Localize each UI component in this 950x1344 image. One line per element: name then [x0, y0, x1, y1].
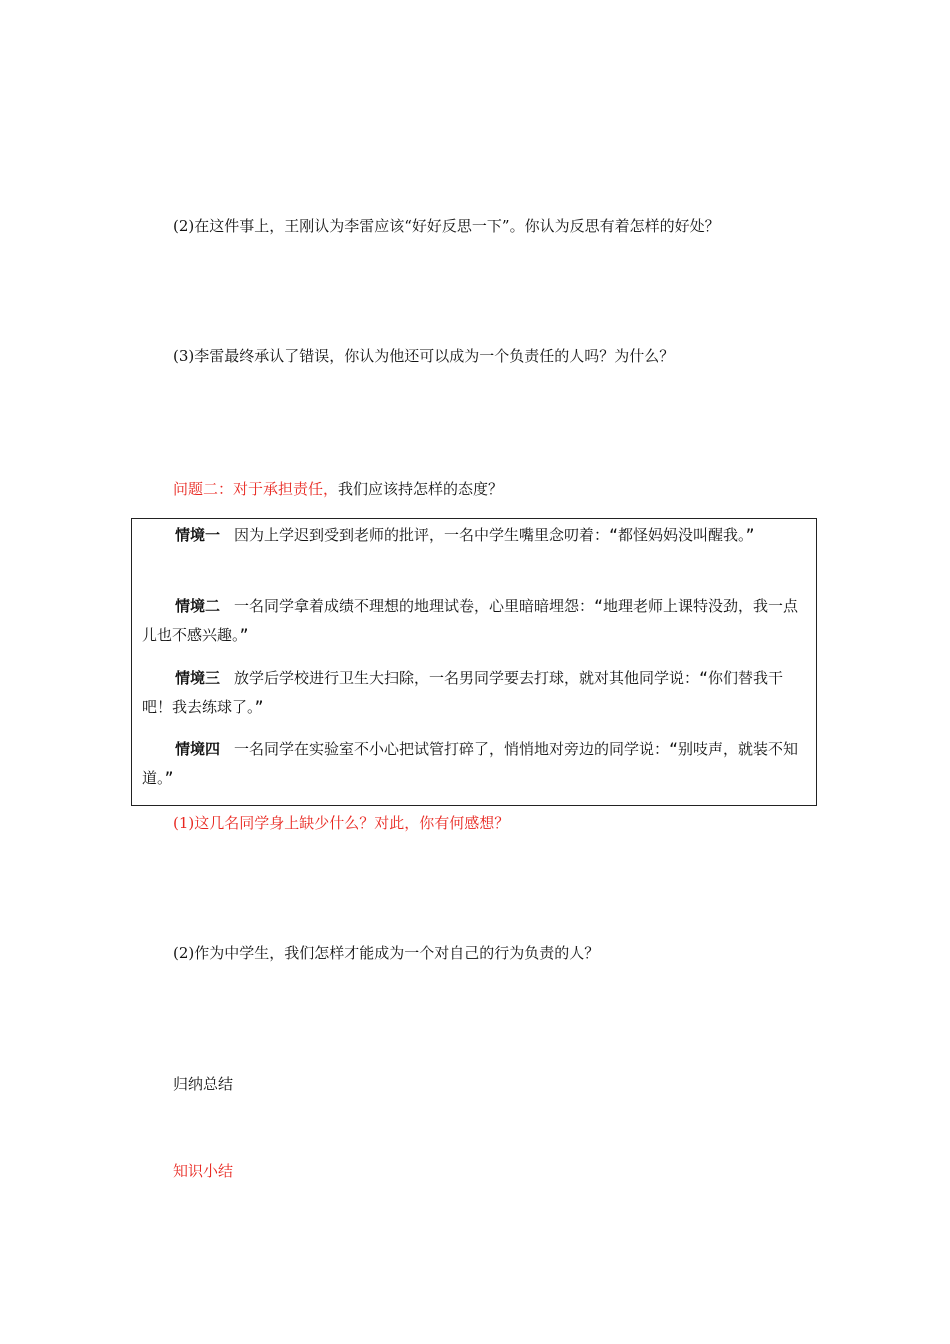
knowledge-heading: 知识小结 [173, 1162, 234, 1180]
scenario-2-text: 一名同学拿着成绩不理想的地理试卷，心里暗暗埋怨：“地理老师上课特没劲，我一点儿也不感兴趣。” [142, 597, 799, 644]
scenario-1-label: 情境一 [175, 526, 221, 544]
scenario-3-text: 放学后学校进行卫生大扫除，一名男同学要去打球，就对其他同学说：“你们替我干吧！我去练球了。” [142, 669, 784, 716]
problem-2-black-text: 我们应该持怎样的态度？ [338, 480, 504, 498]
question-3: (3)李雷最终承认了错误，你认为他还可以成为一个负责任的人吗？为什么？ [173, 347, 675, 365]
summary-heading: 归纳总结 [173, 1075, 234, 1093]
scenario-4-label: 情境四 [175, 740, 221, 758]
sub-question-2: (2)作为中学生，我们怎样才能成为一个对自己的行为负责的人？ [173, 944, 600, 962]
sub-question-1: (1)这几名同学身上缺少什么？对此，你有何感想？ [173, 814, 510, 832]
problem-2-heading [173, 478, 503, 499]
scenario-1 [142, 521, 812, 550]
scenario-box [131, 518, 817, 806]
scenario-3-label: 情境三 [175, 669, 221, 687]
scenario-2-label: 情境二 [175, 597, 221, 615]
question-2: (2)在这件事上，王刚认为李雷应该“好好反思一下”。你认为反思有着怎样的好处？ [173, 217, 720, 235]
scenario-4 [142, 735, 812, 793]
scenario-1-text: 因为上学迟到受到老师的批评，一名中学生嘴里念叨着：“都怪妈妈没叫醒我。” [234, 526, 755, 544]
scenario-4-text: 一名同学在实验室不小心把试管打碎了，悄悄地对旁边的同学说：“别吱声，就装不知道。” [142, 740, 799, 787]
scenario-3 [142, 664, 812, 722]
problem-2-red-text: 问题二：对于承担责任， [173, 480, 339, 498]
scenario-2 [142, 592, 812, 650]
